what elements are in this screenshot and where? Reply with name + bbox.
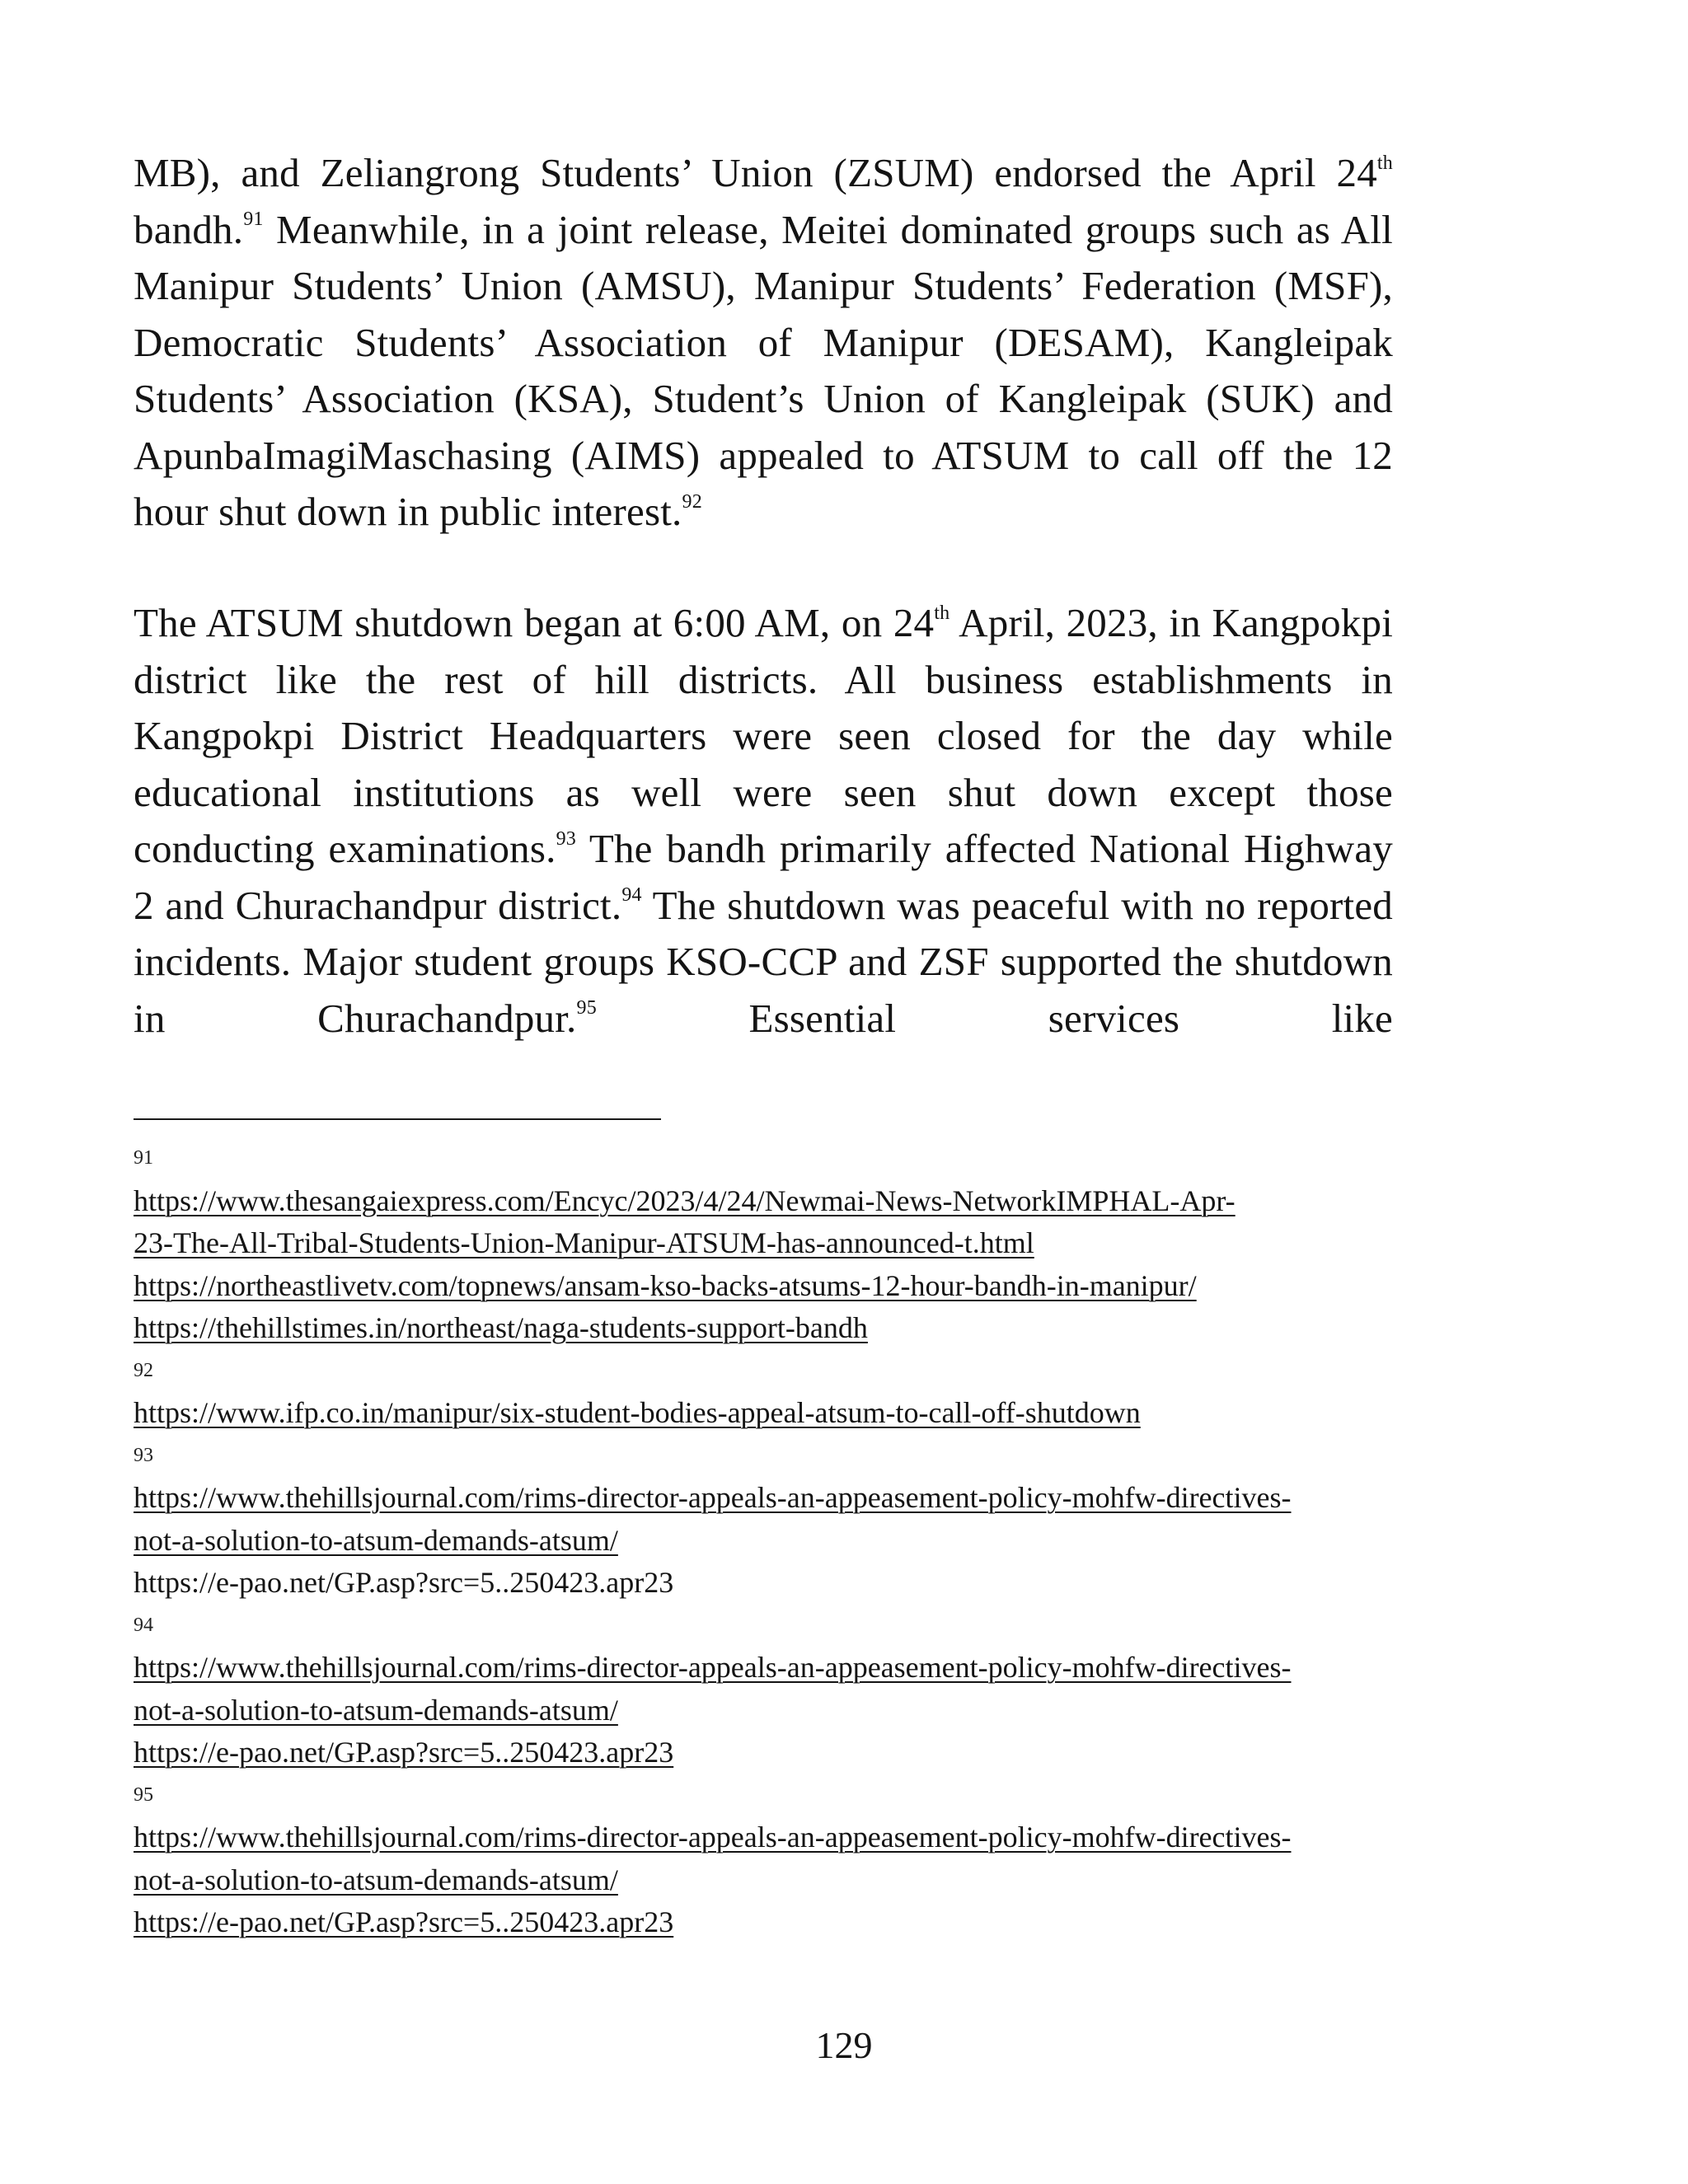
footnote-ref-93[interactable]: 93 bbox=[556, 827, 576, 850]
footnote-link[interactable]: 23-The-All-Tribal-Students-Union-Manipur-ATSUM-has-announced-t.html bbox=[134, 1226, 1034, 1259]
footnote-number: 93 bbox=[134, 1444, 153, 1466]
ordinal-suffix: th bbox=[1376, 152, 1393, 174]
footnote-link[interactable]: https://northeastlivetv.com/topnews/ansam-kso-backs-atsums-12-hour-bandh-in-manipur/ bbox=[134, 1268, 1197, 1302]
footnote-number: 92 bbox=[134, 1359, 153, 1381]
footnote-link[interactable]: not-a-solution-to-atsum-demands-atsum/ bbox=[134, 1523, 618, 1557]
footnote-link[interactable]: https://e-pao.net/GP.asp?src=5..250423.apr23 bbox=[134, 1736, 674, 1769]
footnote-link[interactable]: not-a-solution-to-atsum-demands-atsum/ bbox=[134, 1863, 618, 1896]
footnote-number: 91 bbox=[134, 1147, 153, 1169]
body-paragraph-2 bbox=[134, 595, 1393, 1047]
paragraph-text: bandh. bbox=[134, 206, 244, 252]
paragraph-text: Essential services like bbox=[596, 995, 1394, 1041]
footnote-link[interactable]: https://www.thehillsjournal.com/rims-director-appeals-an-appeasement-policy-mohfw-directives- bbox=[134, 1651, 1292, 1684]
footnote-ref-92[interactable]: 92 bbox=[682, 490, 702, 513]
paragraph-text: The shutdown was peaceful with no reported incidents. Major student groups KSO-CCP and ZSF supported the shutdown in Churachandpur. bbox=[134, 882, 1394, 1041]
footnotes-section bbox=[134, 1137, 1403, 1944]
paragraph-text: The ATSUM shutdown began at 6:00 AM, on 24 bbox=[134, 600, 935, 645]
paragraph-text: The bandh primarily affected National Highway 2 and Churachandpur district. bbox=[134, 826, 1393, 928]
footnote-plain-url: https://e-pao.net/GP.asp?src=5..250423.apr23 bbox=[134, 1566, 674, 1599]
footnote-link[interactable]: https://thehillstimes.in/northeast/naga-students-support-bandh bbox=[134, 1311, 868, 1344]
footnote-link[interactable]: not-a-solution-to-atsum-demands-atsum/ bbox=[134, 1693, 618, 1727]
footnote-link[interactable]: https://e-pao.net/GP.asp?src=5..250423.apr23 bbox=[134, 1905, 674, 1938]
footnote-link[interactable]: https://www.thesangaiexpress.com/Encyc/2023/4/24/Newmai-News-NetworkIMPHAL-Apr- bbox=[134, 1183, 1236, 1217]
paragraph-text: Meanwhile, in a joint release, Meitei dominated groups such as All Manipur Students’ Union (AMSU), Manipur Students’ Federation (MSF), Democratic Students’ Association of Manipur (DESAM), Kangleipak Students’ Association (KSA), Student’s Union of Kangleipak (SUK) and ApunbaImagiMaschasing (AIMS) appealed to ATSUM to call off the 12 hour shut down in public interest. bbox=[134, 206, 1393, 534]
footnote-link[interactable]: https://www.thehillsjournal.com/rims-director-appeals-an-appeasement-policy-mohfw-directives- bbox=[134, 1481, 1292, 1514]
paragraph-text: MB), and Zeliangrong Students’ Union (ZSUM) endorsed the April 24 bbox=[134, 150, 1377, 195]
ordinal-suffix: th bbox=[934, 602, 950, 624]
footnote-link[interactable]: https://www.ifp.co.in/manipur/six-student-bodies-appeal-atsum-to-call-off-shutdown bbox=[134, 1396, 1141, 1429]
paragraph-text: April, 2023, in Kangpokpi district like the rest of hill districts. All business establishments in Kangpokpi District Headquarters were seen closed for the day while educational institutions as well were seen shut down except those conducting examinations. bbox=[134, 600, 1394, 871]
footnote-ref-91[interactable]: 91 bbox=[243, 209, 264, 231]
body-paragraph-1 bbox=[134, 145, 1393, 541]
footnote-separator bbox=[134, 1118, 661, 1120]
footnote-number: 94 bbox=[134, 1614, 153, 1636]
page-number: 129 bbox=[815, 2024, 873, 2066]
footnote-ref-95[interactable]: 95 bbox=[576, 997, 597, 1019]
footnote-ref-94[interactable]: 94 bbox=[621, 884, 642, 907]
footnote-number: 95 bbox=[134, 1783, 153, 1806]
footnote-link[interactable]: https://www.thehillsjournal.com/rims-director-appeals-an-appeasement-policy-mohfw-directives- bbox=[134, 1821, 1292, 1854]
